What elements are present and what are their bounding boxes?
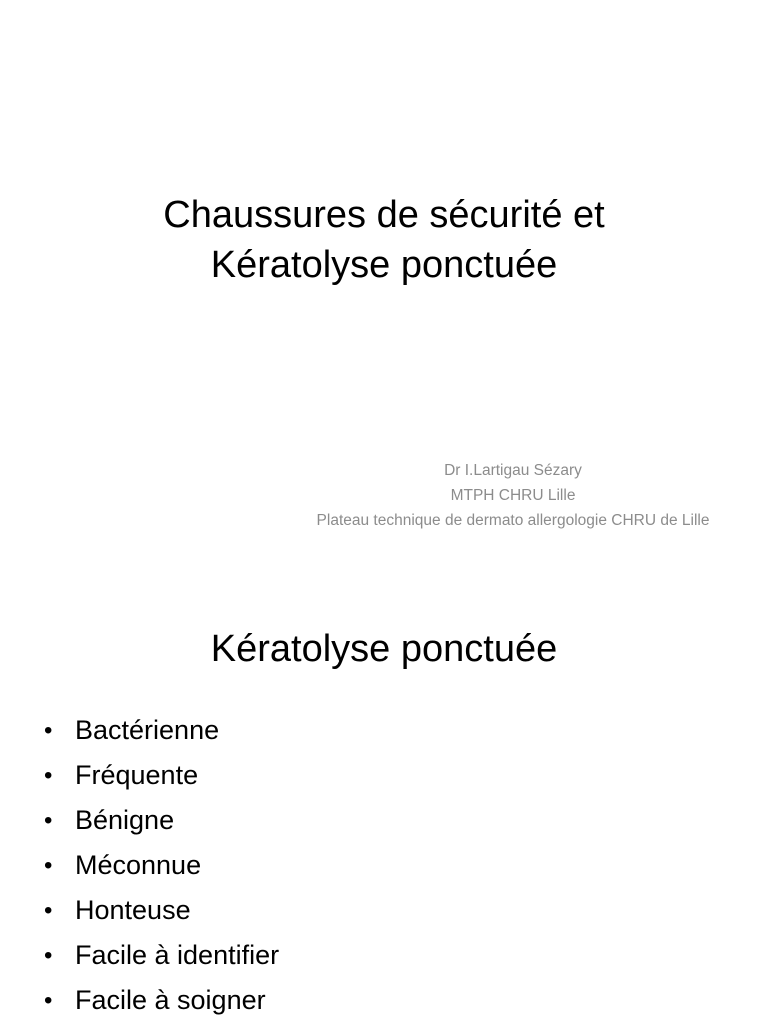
author-name: Dr I.Lartigau Sézary bbox=[444, 462, 582, 479]
bullet-symbol: • bbox=[44, 987, 53, 1014]
bullet-item bbox=[44, 708, 279, 753]
bullet-symbol: • bbox=[44, 807, 53, 834]
author-department: Plateau technique de dermato allergologie CHRU de Lille bbox=[316, 512, 710, 529]
slide-content bbox=[0, 576, 768, 1024]
bullet-symbol: • bbox=[44, 897, 53, 924]
bullet-text: Facile à soigner bbox=[75, 985, 266, 1015]
bullet-text: Bénigne bbox=[75, 805, 175, 835]
bullet-text: Méconnue bbox=[75, 850, 202, 880]
bullet-text: Bactérienne bbox=[75, 715, 220, 745]
bullet-symbol: • bbox=[44, 942, 53, 969]
bullet-symbol: • bbox=[44, 717, 53, 744]
bullet-symbol: • bbox=[44, 852, 53, 879]
slide-title-heading bbox=[0, 190, 768, 290]
bullet-item bbox=[44, 978, 279, 1023]
bullet-item bbox=[44, 798, 279, 843]
slide-title-line-2: Kératolyse ponctuée bbox=[210, 244, 558, 286]
slide-title-line-1: Chaussures de sécurité et bbox=[163, 194, 605, 236]
author-affiliation: MTPH CHRU Lille bbox=[450, 487, 576, 504]
bullet-text: Fréquente bbox=[75, 760, 199, 790]
bullet-item bbox=[44, 753, 279, 798]
bullet-text: Honteuse bbox=[75, 895, 191, 925]
bullet-list bbox=[44, 708, 279, 1023]
slide-subtitle bbox=[250, 458, 768, 533]
bullet-item bbox=[44, 888, 279, 933]
bullet-item bbox=[44, 933, 279, 978]
bullet-item bbox=[44, 843, 279, 888]
bullet-text: Facile à identifier bbox=[75, 940, 280, 970]
bullet-symbol: • bbox=[44, 762, 53, 789]
slide-content-title: Kératolyse ponctuée bbox=[210, 628, 558, 670]
